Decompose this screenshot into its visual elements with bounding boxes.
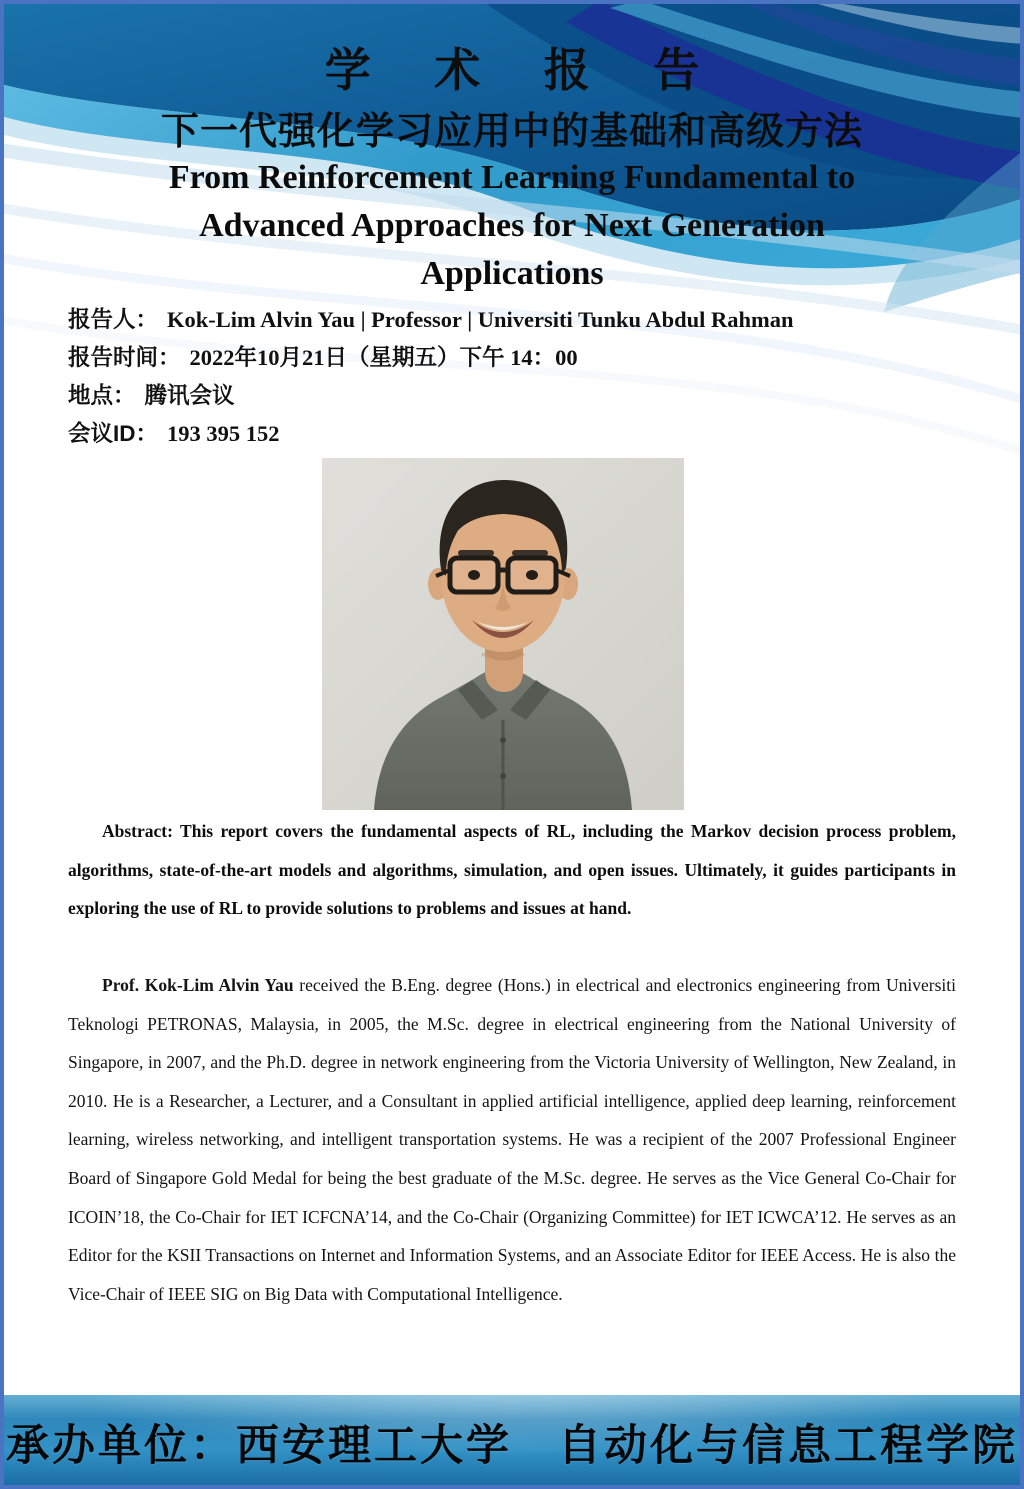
english-title-line-2: Advanced Approaches for Next Generation: [199, 207, 825, 244]
location-value: 腾讯会议: [144, 383, 235, 408]
meeting-id-value: 193 395 152: [167, 421, 280, 446]
meeting-id-label: 会议ID：: [68, 421, 159, 446]
organizer-text: 承办单位：西安理工大学 自动化与信息工程学院: [6, 1421, 1018, 1470]
abstract-paragraph: Abstract: This report covers the fundamental aspects of RL, including the Markov decision process problem, algorithms, state-of-the-art models and algorithms, simulation, and open issues. Ultimately, it guides participants in exploring the use of RL to provide solutions to problems and issues at hand.: [68, 821, 956, 919]
bio-paragraph: [68, 966, 956, 1313]
time-line: [68, 339, 964, 377]
english-title: [0, 154, 1024, 298]
bio-text: received the B.Eng. degree (Hons.) in electrical and electronics engineering from Universiti Teknologi PETRONAS, Malaysia, in 2005, the M.Sc. degree in electrical engineering from the National University of Singapore, in 2007, and the Ph.D. degree in network engineering from the Victoria University of Wellington, New Zealand, in 2010. He is a Researcher, a Lecturer, and a Consultant in applied artificial intelligence, applied deep learning, reinforcement learning, wireless networking, and intelligent transportation systems. He was a recipient of the 2007 Professional Engineer Board of Singapore Gold Medal for being the best graduate of the M.Sc. degree. He serves as the Vice General Co-Chair for ICOIN’18, the Co-Chair for IET ICFCNA’14, and the Co-Chair (Organizing Committee) for IET ICWCA’12. He serves as an Editor for the KSII Transactions on Internet and Information Systems, and an Associate Editor for IEEE Access. He is also the Vice-Chair of IEEE SIG on Big Data with Computational Intelligence.: [68, 975, 956, 1304]
location-label: 地点：: [68, 383, 136, 408]
footer-organizer-bar: [0, 1395, 1024, 1489]
bio-speaker-name: Prof. Kok-Lim Alvin Yau: [102, 975, 294, 995]
english-title-line-1: From Reinforcement Learning Fundamental to: [168, 159, 856, 196]
speaker-portrait-illustration: [322, 458, 684, 810]
speaker-label: 报告人：: [68, 307, 159, 332]
speaker-line: [68, 301, 964, 339]
banner-title: 学 术 报 告: [324, 45, 726, 96]
meeting-info-block: [68, 301, 964, 453]
time-label: 报告时间：: [68, 345, 181, 370]
time-value: 2022年10月21日（星期五）下午 14：00: [189, 345, 578, 370]
speaker-value: Kok-Lim Alvin Yau | Professor | Universiti Tunku Abdul Rahman: [167, 307, 794, 332]
chinese-title: 下一代强化学习应用中的基础和高级方法: [160, 111, 863, 153]
english-title-line-3: Applications: [420, 255, 604, 292]
meeting-id-line: [68, 415, 964, 453]
location-line: [68, 377, 964, 415]
speaker-photo: [322, 458, 684, 810]
